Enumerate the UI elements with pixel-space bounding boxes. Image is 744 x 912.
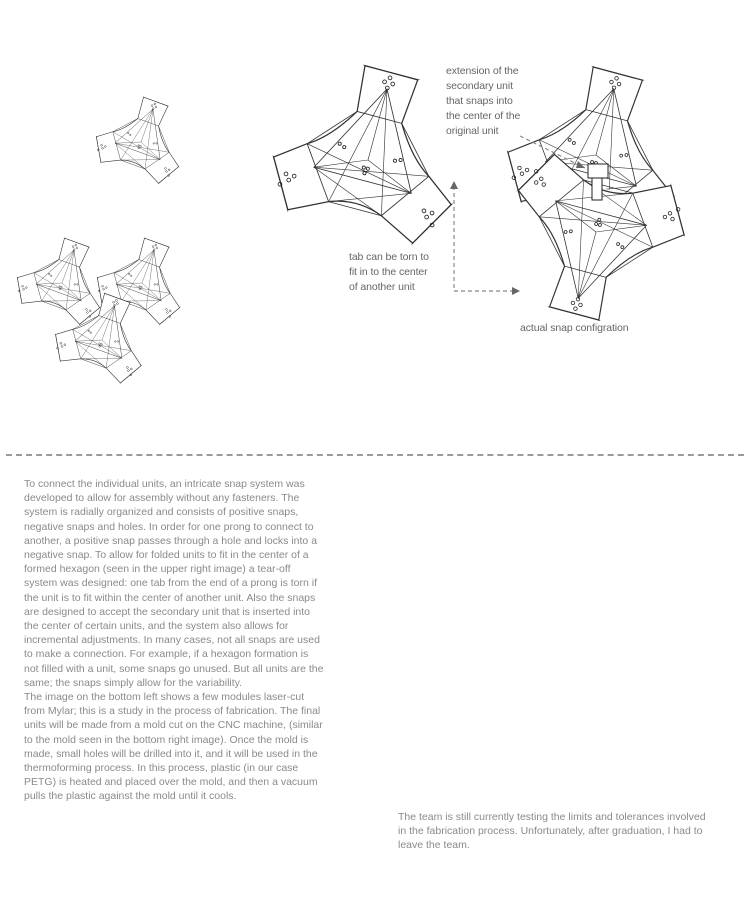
unit-cluster <box>10 228 198 388</box>
section-divider <box>6 454 744 456</box>
team-note: The team is still currently testing the limits and tolerances involved in the fabrication process. Unfortunately, after graduation, I had to leave the team. <box>398 811 706 852</box>
paragraph-snap-system: To connect the individual units, an intricate snap system was developed to allow for assembly without any fasteners. The system is radially organized and consists of positive snaps, negative snaps and holes. In order for one prong to connect to another, a positive snap passes through a hole and locks into a negative snap. To allow for folded units to fit in the center of a formed hexagon (seen in the upper right image) a tear-off system was designed: one tab from the end of a prong is torn if the unit is to fit within the center of another unit. Also the snaps are designed to accept the secondary unit that is inserted into the center of certain units, and the system also allows for incremental adjustments. In many cases, not all snaps are used to make a connection. For example, if a hexagon formation is not filled with a unit, some snaps go unused. But all units are the same; the snaps simply allow for the variability. <box>24 478 324 689</box>
extension-line-2: secondary unit <box>446 80 513 92</box>
tab-line-2: fit in to the center <box>349 266 428 278</box>
extension-line-4: the center of the <box>446 110 521 122</box>
paragraph-fabrication: The image on the bottom left shows a few modules laser-cut from Mylar; this is a study in the process of fabrication. The final units will be made from a mold cut on the CNC machine, (similar to the mold seen in the bottom right image). Once the mold is made, small holes will be drilled into it, and it will be used in the thermoforming process. In this process, plastic (in our case PETG) is heated and placed over the mold, and then a vacuum pulls the plastic against the mold until it cools. <box>24 691 323 803</box>
extension-line-5: original unit <box>446 125 499 137</box>
extension-annotation <box>446 64 556 139</box>
extension-line-1: extension of the <box>446 65 519 77</box>
extension-line-3: that snaps into <box>446 95 513 107</box>
tab-line-1: tab can be torn to <box>349 251 429 263</box>
snap-system-diagram <box>0 0 744 440</box>
tab-annotation <box>349 250 459 295</box>
small-unit <box>89 87 197 188</box>
description-text <box>24 477 324 804</box>
actual-snap-caption: actual snap configration <box>520 322 629 334</box>
tab-line-3: of another unit <box>349 281 415 293</box>
tab-leader <box>454 186 514 291</box>
